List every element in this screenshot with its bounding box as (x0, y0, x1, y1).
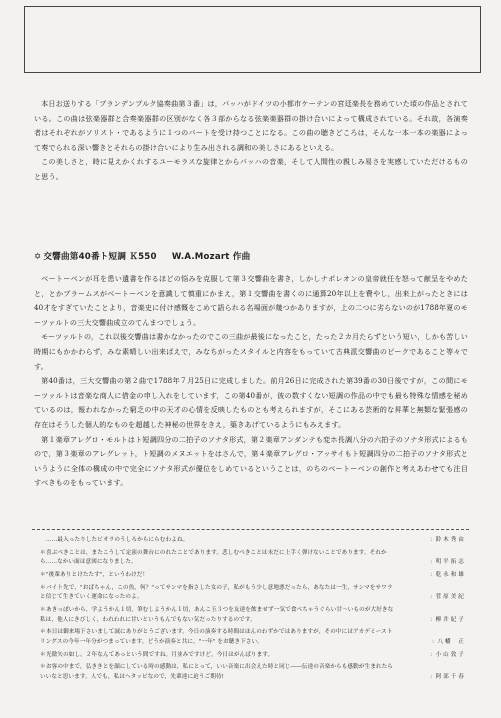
member-comment (40, 651, 470, 661)
piece-title: 交響曲第40番ト短調 (43, 252, 127, 262)
comment-signature: ：八 幡 正 (431, 638, 464, 645)
comment-text: あきっぽいから，学ようかん１切，筆むしようかん１切，あんこ玉３つを友達を飲ませず一気で食べちゃうぐらい甘～いものが大好きな私は，他人にきびしく，われわれに甘いというもんでもない気だったりするのです。 (40, 606, 394, 623)
comment-bullet: ＊ (40, 606, 46, 613)
comment-signature: ：鈴 木 秀 由 (429, 537, 464, 543)
comment-signature: ：小 山 敦 子 (429, 651, 464, 658)
comment-bullet: ＊ (40, 664, 46, 671)
member-comment (40, 606, 470, 625)
section-divider (32, 529, 469, 530)
comment-signature: ：柳 井 紀 子 (429, 616, 464, 623)
comment-text: "後輩ありとけたたす"，というわけだ！ (46, 571, 149, 578)
member-comments-list (40, 536, 470, 685)
comment-signature: ：明 平 拓 志 (429, 559, 464, 566)
star-of-david-icon: ✡ (34, 252, 42, 262)
comment-text: 喜ぶべきことは，またこうして定演の舞台にのれたことであります。悲しむべきことは未だに上手く弾けないことであります。それから……なかい面は意図になりました。 (40, 549, 387, 566)
member-comment (40, 536, 470, 546)
comment-signature: ：阿 部 千 春 (429, 673, 464, 680)
comment-text: 本日は御来場下さいまして誠にありがとうございます。今日の演奏する時間はほんのわずかではありますが，その中にはアカデミーストリングスの今年一年分がつまっています。どうか演奏と共に，"一年" をお聴き下さい。 (40, 629, 393, 645)
comment-bullet: ＊ (40, 584, 46, 591)
intro-paragraph-1: 本日お送りする「ブランデンブルク協奏曲第３番」は，バッハがドイツの小都市ケーテンの宮廷楽長を務めていた頃の作品とされている。この曲は弦楽器群と合奏楽器群の区別がなく各３部からなる弦楽楽器群の掛け合いによって構成されている。それ故，各演奏者はそれぞれがソリスト・であるように１つのパートを受け持つことになる。この曲の聴きどころは，そんな一本一本の楽器によって奏でられる深い響きとそれらの掛け合いにより生み出される調和の美しさにあるといえる。 (34, 99, 468, 152)
kochel-number: Ｋ550 (129, 252, 157, 262)
comment-text: お客の中まで，弘ききとを顔にしている時の感動は，私にとって，いい音楽に出会えた時と同じ――伝達の音楽からも感動が生まれたらいいなと思います。人でも，私はヘタッピなので，先輩達に迫うご期待! (40, 664, 393, 680)
member-comment (40, 549, 470, 568)
body-paragraph-1: ベートーベンが耳を患い遺書を作るほどの悩みを克服して第３交響曲を書き，しかしナポレオンの皇帝就任を怒って献呈をやめたと，とかブラームスがベートーベンを意識して慎重にかまえ，第１交響曲を書くのに通算20年以上を費やし，出来上がったときには40才をすぎていたことより，音楽史に付け感慨をこめて語られる名場面が幾つかありますが，上の二つに劣らないのが1788年夏のモーツァルトの三大交響曲成立のてんまつでしょう。 (34, 274, 468, 327)
comment-signature: ：乾 永 和 雄 (429, 571, 464, 578)
body-paragraph-4: 第１楽章アレグロ・モルトはト短調四分の二拍子のソナタ形式，第２楽章アンダンテも変ホ長調八分の六拍子のソナタ形式によるもので，第３楽章のアレグレット，ト短調のメヌエットをはさんで，第４楽章アレグロ・アッサイもト短調四分の二拍子のソナタ形式というように全体の構成の中で完全にソナタ形式が優位をしめているということは，のちのベートーベンの創作と考えあわせても注目すべきものをもっています。 (34, 434, 468, 488)
member-comment (40, 584, 470, 603)
program-note-body (34, 272, 468, 491)
piece-heading (34, 250, 468, 262)
comment-text: ……最入ったりしたビオラのうしろからにらむわよね。 (46, 537, 189, 543)
body-paragraph-2: モーツァルトの，これ以後交響曲は書かなかったのでこの三曲が最後になったこと，たった２カ月たらずという短い，しかも苦しい時期にもかかわらず，みな素晴しい出来ばえで，みなちがったスタイルと内容をもっていて古典派交響曲のピークであること等々です。 (34, 332, 468, 371)
comment-signature: ：菅 原 美 紀 (429, 594, 464, 601)
comment-text: 光陰矢の如し。２年なんてあっという間ですね。月並みですけど，今日はがんばります。 (46, 651, 274, 658)
comment-bullet: ＊ (40, 549, 46, 556)
intro-paragraph-2: この美しさと，時に見えかくれするユーモラスな旋律とからバッハの音楽，そして人間性の親しみ易さを実感していただけるものと思う。 (34, 157, 468, 181)
member-comment (40, 628, 470, 647)
comment-bullet: ＊ (40, 629, 46, 636)
blank-frame-box (24, 6, 481, 73)
composer-credit: W.A.Mozart 作曲 (171, 252, 251, 262)
intro-section (34, 97, 468, 185)
member-comment (40, 663, 470, 682)
comment-text: バイト先で，"おばちゃん，この魚，何？"ってサンマを指さした女の子，私がもう少し意地悪だったら，あなたは一生，サンマをサワラと信じて生きていく運命になったのよ。 (40, 584, 393, 601)
comment-bullet: ＊ (40, 571, 46, 578)
member-comment (40, 571, 470, 581)
body-paragraph-3: 第40番は，三大交響曲の第２曲で1788年７月25日に完成しました。前月26日に完成された第39番の30日後ですが，この間にモーツァルトは音楽な商人に借金の申し入れをしています，この第40番が，彼の数すくない短調の作品の中でも最も特殊な情感を秘めているのは，報われなかった窮乏の中の天才の心情を反映したものとも考えられますが，そこにある芸術的な昇華と無類な緊張感の存在はそうした個人的なものを超越した神秘の世界をきえ，築きあげているようにもみえます。 (34, 376, 468, 429)
comment-bullet: ＊ (40, 651, 46, 658)
